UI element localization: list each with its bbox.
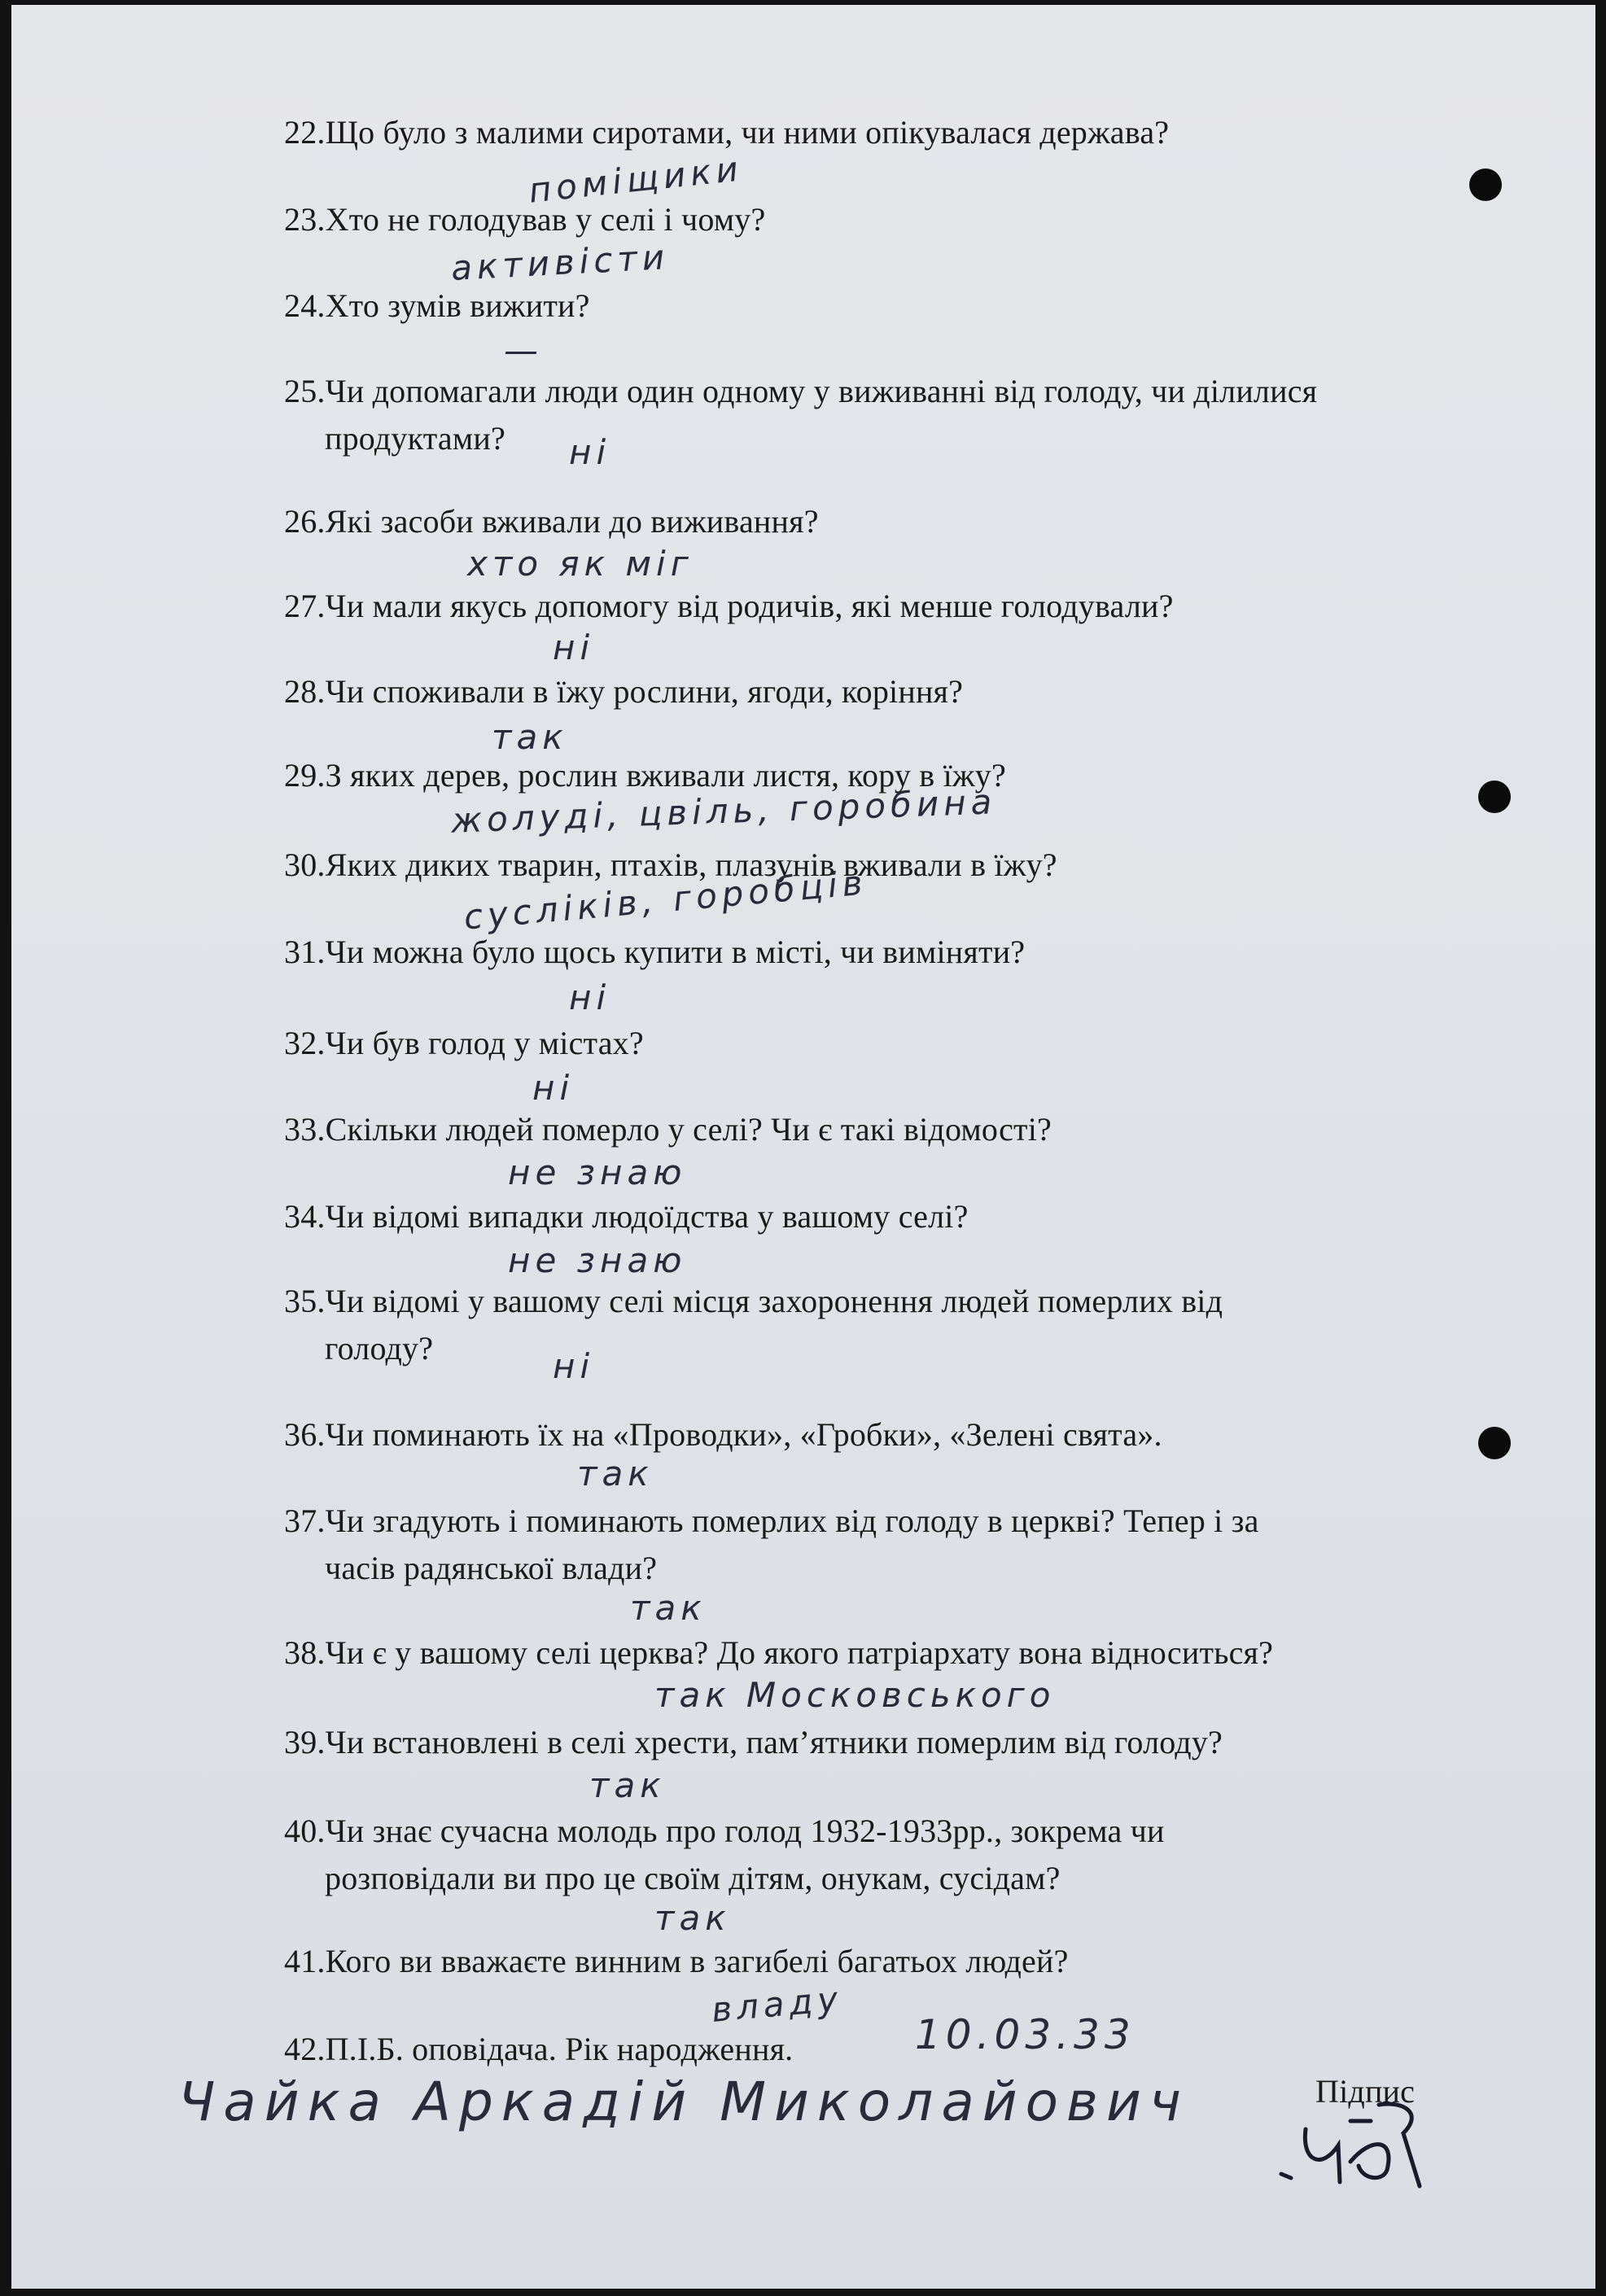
question-30: 30.Яких диких тварин, птахів, плазунів вживали в їжу? bbox=[284, 846, 1057, 883]
answer-25: — bbox=[504, 330, 543, 370]
answer-38: так bbox=[630, 1588, 707, 1628]
question-35: 35.Чи відомі у вашому селі місця захоронення людей померлих від голоду? bbox=[284, 1283, 1223, 1367]
signature-label: Підпис bbox=[1315, 2073, 1416, 2110]
question-34: 34.Чи відомі випадки людоїдства у вашому селі? bbox=[284, 1198, 969, 1235]
question-38: 38.Чи є у вашому селі церква? До якого патріархату вона відноситься? bbox=[284, 1634, 1274, 1671]
question-41: 41.Кого ви вважаєте винним в загибелі багатьох людей? bbox=[284, 1943, 1069, 1979]
question-42: 42.П.І.Б. оповідача. Рік народження. bbox=[284, 2031, 794, 2067]
answer-33: ні bbox=[532, 1068, 575, 1108]
answer-37: так bbox=[577, 1454, 654, 1493]
question-37: 37.Чи згадують і поминають померлих від голоду в церкві? Тепер і за часів радянської влади? bbox=[284, 1502, 1259, 1586]
question-39: 39.Чи встановлені в селі хрести, пам’ятники померлим від голоду? bbox=[284, 1724, 1223, 1760]
answer-42: владу bbox=[710, 1979, 845, 2030]
narrator-full-name: Чайка Аркадій Миколайович bbox=[178, 2071, 1189, 2133]
answer-40: так bbox=[589, 1765, 666, 1805]
answer-30: жолуді, цвіль, горобина bbox=[450, 781, 998, 841]
question-32: 32.Чи був голод у містах? bbox=[284, 1025, 644, 1061]
question-31: 31.Чи можна було щось купити в місті, чи виміняти? bbox=[284, 934, 1026, 970]
answer-27: хто як міг bbox=[467, 544, 694, 584]
question-23: 23.Хто не голодував у селі і чому? bbox=[284, 201, 766, 238]
question-29: 29.З яких дерев, рослин вживали листя, кору в їжу? bbox=[284, 757, 1006, 794]
answer-41: так bbox=[654, 1898, 731, 1938]
question-22: 22.Що було з малими сиротами, чи ними опікувалася держава? bbox=[284, 114, 1170, 151]
signature-mark bbox=[1273, 2088, 1452, 2194]
answer-39: так Московського bbox=[654, 1675, 1056, 1715]
answer-36: ні bbox=[553, 1346, 595, 1386]
answer-23: поміщики bbox=[527, 148, 745, 211]
question-40: 40.Чи знає сучасна молодь про голод 1932-1933рр., зокрема чи розповідали ви про це своїм дітям, онукам, сусідам? bbox=[284, 1813, 1165, 1896]
answer-31: сусліків, горобців bbox=[462, 862, 869, 938]
birth-date: 10.03.33 bbox=[915, 2011, 1136, 2058]
answer-29: так bbox=[492, 717, 568, 757]
answer-26: ні bbox=[569, 432, 611, 472]
answer-32: ні bbox=[569, 977, 611, 1017]
question-36: 36.Чи поминають їх на «Проводки», «Гробки», «Зелені свята». bbox=[284, 1416, 1162, 1453]
question-33: 33.Скільки людей померло у селі? Чи є такі відомості? bbox=[284, 1111, 1052, 1148]
question-28: 28.Чи споживали в їжу рослини, ягоди, коріння? bbox=[284, 673, 964, 710]
answer-28: ні bbox=[553, 628, 595, 667]
question-26: 26.Які засоби вживали до виживання? bbox=[284, 503, 819, 540]
answer-34: не знаю bbox=[508, 1152, 687, 1192]
answer-35: не знаю bbox=[508, 1240, 687, 1280]
answer-24: активісти bbox=[449, 237, 671, 288]
question-25: 25.Чи допомагали люди один одному у виживанні від голоду, чи ділилися продуктами? bbox=[284, 373, 1318, 457]
question-24: 24.Хто зумів вижити? bbox=[284, 287, 590, 324]
questionnaire-page bbox=[11, 5, 1595, 2289]
question-27: 27.Чи мали якусь допомогу від родичів, які менше голодували? bbox=[284, 588, 1174, 624]
